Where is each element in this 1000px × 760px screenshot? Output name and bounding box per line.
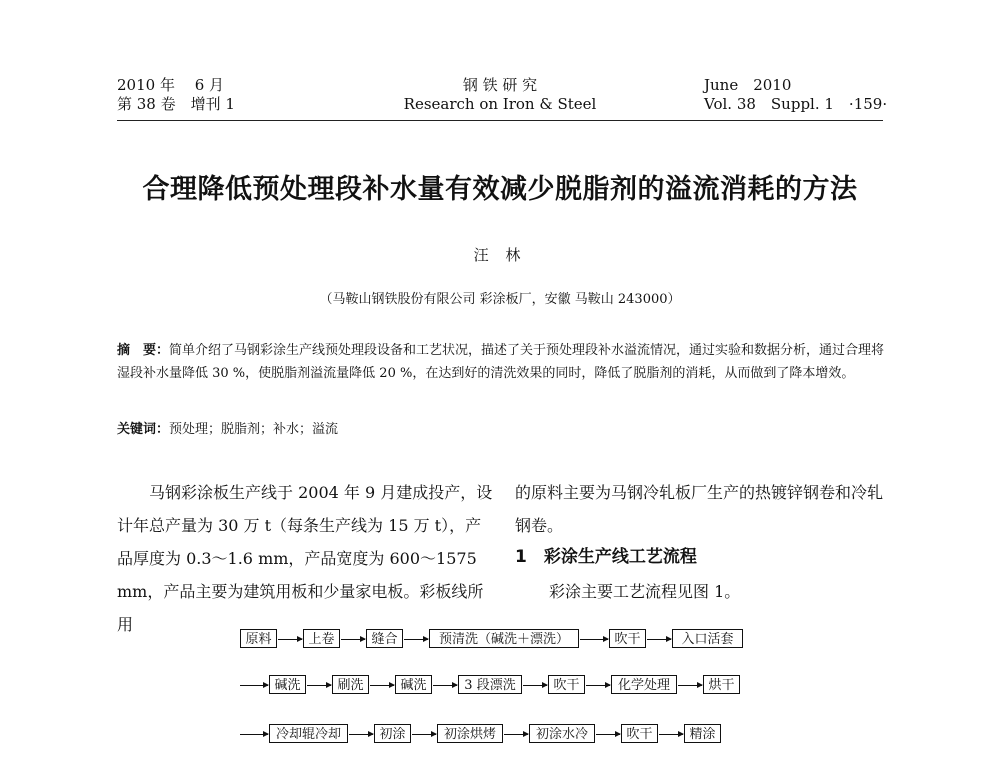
flow-step: 入口活套 — [672, 629, 743, 648]
flow-arrow — [523, 685, 547, 686]
flow-step: 碱洗 — [395, 675, 432, 694]
flow-step: 化学处理 — [611, 675, 677, 694]
keywords-label: 关键词： — [117, 422, 170, 437]
author: 汪 林 — [473, 246, 527, 264]
flow-step: 3 段漂洗 — [458, 675, 522, 694]
flow-arrow — [307, 685, 331, 686]
flow-step: 上卷 — [303, 629, 340, 648]
flow-arrow — [341, 639, 365, 640]
keywords — [117, 418, 338, 437]
flow-arrow — [678, 685, 702, 686]
header-rule — [117, 120, 883, 121]
header-date-en: June 2010 — [704, 76, 792, 94]
flow-row-1 — [0, 629, 1000, 651]
flow-arrow — [596, 734, 620, 735]
flow-arrow — [412, 734, 436, 735]
flow-arrow — [659, 734, 683, 735]
flow-arrow — [278, 639, 302, 640]
flow-step: 刷洗 — [332, 675, 369, 694]
paper-title: 合理降低预处理段补水量有效减少脱脂剂的溢流消耗的方法 — [142, 174, 858, 205]
header-date: 2010 年 6 月 — [117, 76, 225, 94]
flow-step: 碱洗 — [269, 675, 306, 694]
flow-arrow — [580, 639, 608, 640]
flow-step: 缝合 — [366, 629, 403, 648]
flow-step: 冷却辊冷却 — [269, 724, 348, 743]
flow-step: 原料 — [240, 629, 277, 648]
flow-step: 吹干 — [609, 629, 646, 648]
flow-step: 初涂烘烤 — [437, 724, 503, 743]
abstract — [117, 339, 885, 385]
flow-step: 烘干 — [703, 675, 740, 694]
flow-arrow — [404, 639, 428, 640]
flow-arrow — [370, 685, 394, 686]
flow-row-2 — [0, 675, 1000, 697]
flow-step: 吹干 — [548, 675, 585, 694]
flow-arrow — [586, 685, 610, 686]
flow-arrow — [433, 685, 457, 686]
affiliation: （马鞍山钢铁股份有限公司 彩涂板厂，安徽 马鞍山 243000） — [319, 292, 681, 307]
abstract-label: 摘 要： — [117, 343, 170, 358]
flow-step: 精涂 — [684, 724, 721, 743]
flow-row-3 — [0, 724, 1000, 746]
body-right-paragraph: 的原料主要为马钢冷轧板厂生产的热镀锌钢卷和冷轧钢卷。 — [515, 483, 884, 535]
flow-step: 初涂水冷 — [529, 724, 595, 743]
body-left-paragraph: 马钢彩涂板生产线于 2004 年 9 月建成投产，设计年总产量为 30 万 t（每条生产线为 15 万 t），产品厚度为 0.3～1.6 mm，产品宽度为 600～1575 mm，产品主要为建筑用板和少量家电板。彩板线所用 — [117, 483, 493, 634]
abstract-text: 简单介绍了马钢彩涂生产线预处理段设备和工艺状况，描述了关于预处理段补水溢流情况，通过实验和数据分析，通过合理将湿段补水量降低 30 %，使脱脂剂溢流量降低 20 %，在达到好的清洗效果的同时，降低了脱脂剂的消耗，从而做到了降本增效。 — [117, 343, 885, 381]
flow-arrow — [349, 734, 373, 735]
header-volume-page: Vol. 38 Suppl. 1 ·159· — [704, 95, 888, 113]
header-volume: 第 38 卷 增刊 1 — [117, 95, 235, 113]
journal-name-en: Research on Iron & Steel — [403, 95, 597, 113]
flow-step: 吹干 — [621, 724, 658, 743]
flow-arrow — [240, 734, 268, 735]
section-title: 1 彩涂生产线工艺流程 — [515, 547, 697, 567]
keywords-text: 预处理；脱脂剂；补水；溢流 — [169, 422, 339, 437]
flow-step: 初涂 — [374, 724, 411, 743]
section-text: 彩涂主要工艺流程见图 1。 — [549, 582, 741, 601]
journal-name-cn: 钢 铁 研 究 — [462, 76, 538, 94]
flow-arrow — [240, 685, 268, 686]
flow-step: 预清洗（碱洗＋漂洗） — [429, 629, 579, 648]
flow-arrow — [504, 734, 528, 735]
flow-arrow — [647, 639, 671, 640]
